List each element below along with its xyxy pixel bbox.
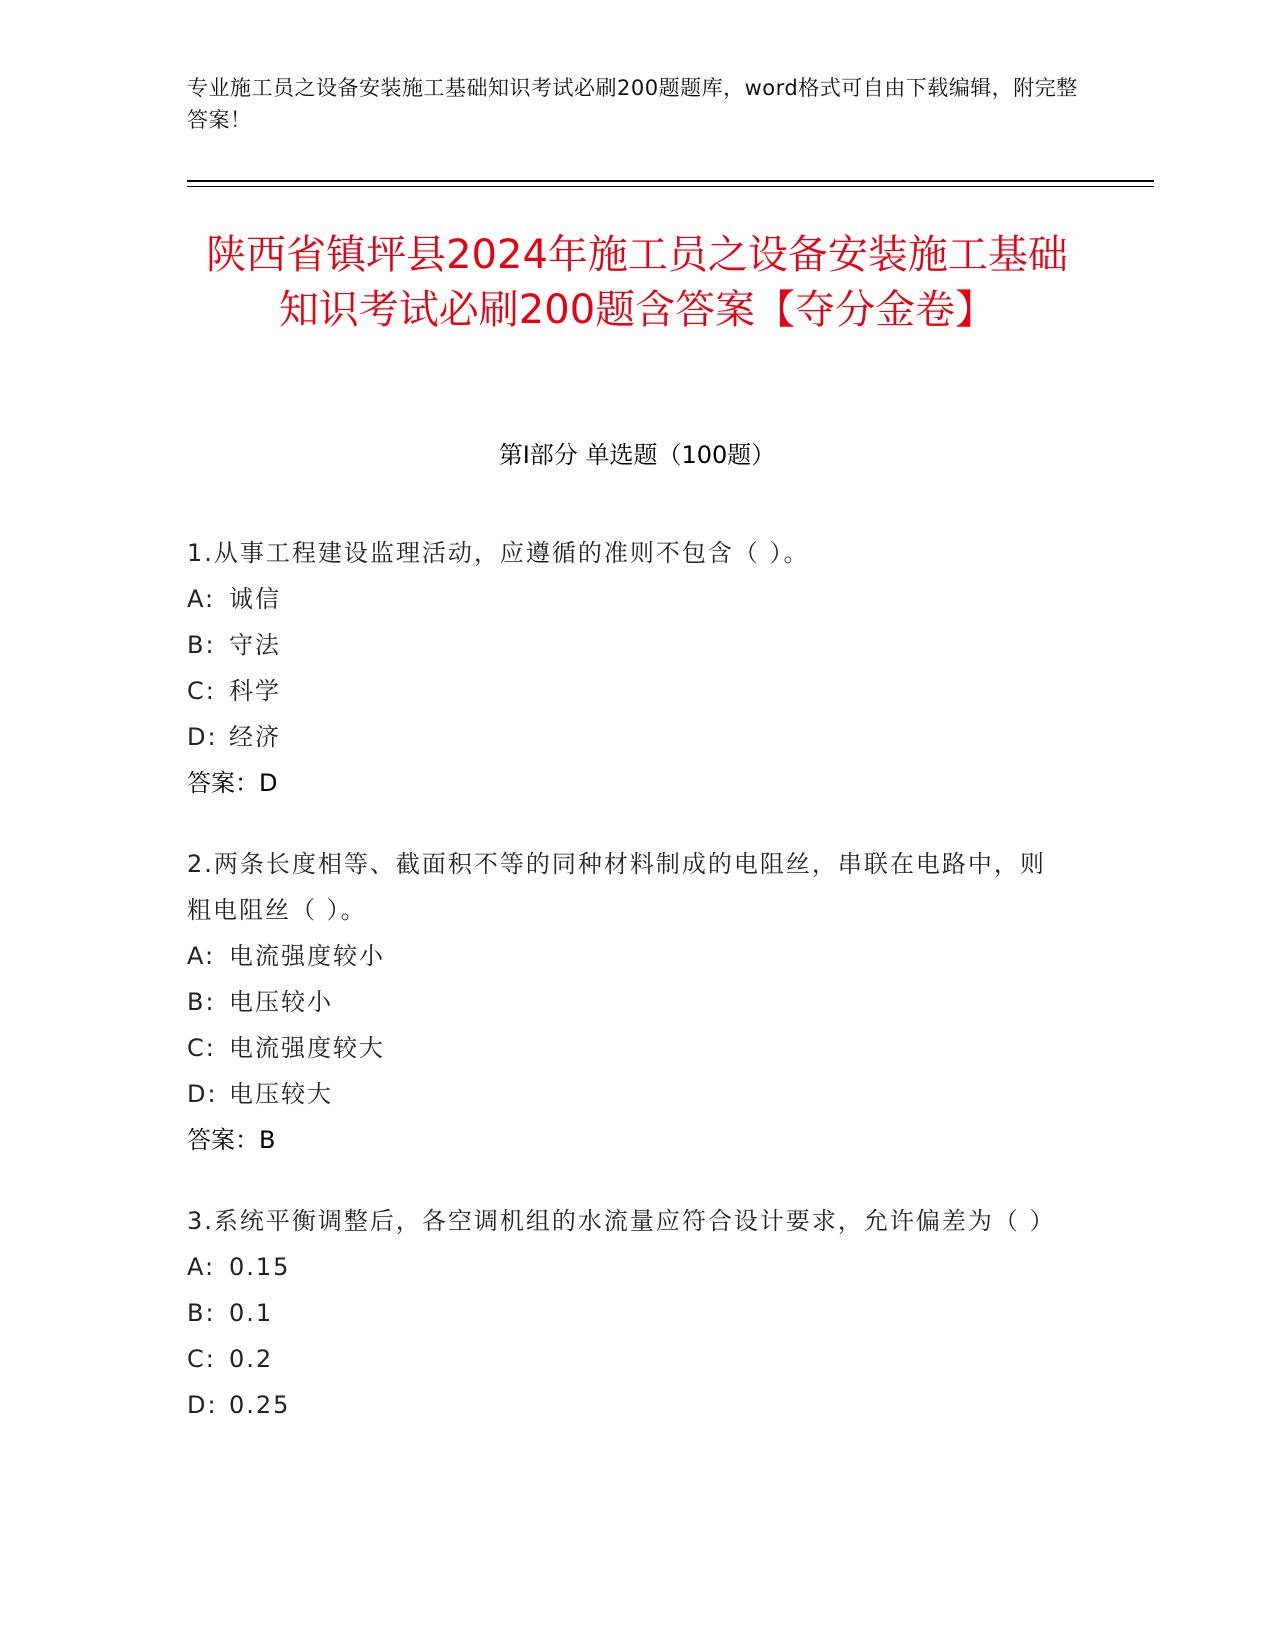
option-a xyxy=(187,576,1067,622)
option-c xyxy=(187,1025,1067,1071)
option-b xyxy=(187,979,1067,1025)
option-key: C: xyxy=(187,677,216,705)
option-text: 0.25 xyxy=(229,1391,291,1419)
document-title: 陕西省镇坪县2024年施工员之设备安装施工基础知识考试必刷200题含答案【夺分金卷】 xyxy=(206,232,1068,333)
question-3 xyxy=(187,1198,1067,1428)
question-answer: 答案：B xyxy=(187,1126,276,1154)
option-text: 守法 xyxy=(229,631,281,659)
header-note: 专业施工员之设备安装施工基础知识考试必刷200题题库，word格式可自由下载编辑，附完整答案！ xyxy=(187,76,1078,132)
option-key: D: xyxy=(187,723,218,751)
option-text: 电流强度较大 xyxy=(229,1034,385,1062)
option-text: 电流强度较小 xyxy=(229,942,385,970)
option-key: C: xyxy=(187,1345,216,1373)
option-text: 电压较大 xyxy=(229,1080,333,1108)
option-text: 诚信 xyxy=(229,585,281,613)
option-text: 0.15 xyxy=(229,1253,291,1281)
option-key: C: xyxy=(187,1034,216,1062)
option-key: B: xyxy=(187,1299,216,1327)
section-heading: 第I部分 单选题（100题） xyxy=(498,441,776,469)
option-key: B: xyxy=(187,988,216,1016)
option-a xyxy=(187,1244,1067,1290)
option-c xyxy=(187,668,1067,714)
option-key: D: xyxy=(187,1080,218,1108)
option-c xyxy=(187,1336,1067,1382)
option-d xyxy=(187,1071,1067,1117)
question-stem: 2.两条长度相等、截面积不等的同种材料制成的电阻丝，串联在电路中，则粗电阻丝（ ）。 xyxy=(187,850,1046,924)
question-answer: 答案：D xyxy=(187,769,278,797)
option-text: 科学 xyxy=(229,677,281,705)
option-b xyxy=(187,1290,1067,1336)
option-b xyxy=(187,622,1067,668)
question-stem: 3.系统平衡调整后，各空调机组的水流量应符合设计要求，允许偏差为（ ） xyxy=(187,1207,1056,1235)
question-list xyxy=(187,530,1067,1463)
question-stem: 1.从事工程建设监理活动，应遵循的准则不包含（ ）。 xyxy=(187,539,810,567)
header-divider-thin xyxy=(187,186,1154,187)
option-text: 0.1 xyxy=(229,1299,274,1327)
option-text: 0.2 xyxy=(229,1345,274,1373)
question-2 xyxy=(187,841,1067,1163)
option-text: 电压较小 xyxy=(229,988,333,1016)
option-key: A: xyxy=(187,1253,216,1281)
option-key: A: xyxy=(187,585,216,613)
option-a xyxy=(187,933,1067,979)
option-key: D: xyxy=(187,1391,218,1419)
option-key: B: xyxy=(187,631,216,659)
option-d xyxy=(187,714,1067,760)
question-1 xyxy=(187,530,1067,806)
option-text: 经济 xyxy=(229,723,281,751)
option-d xyxy=(187,1382,1067,1428)
option-key: A: xyxy=(187,942,216,970)
header-divider xyxy=(187,180,1154,182)
